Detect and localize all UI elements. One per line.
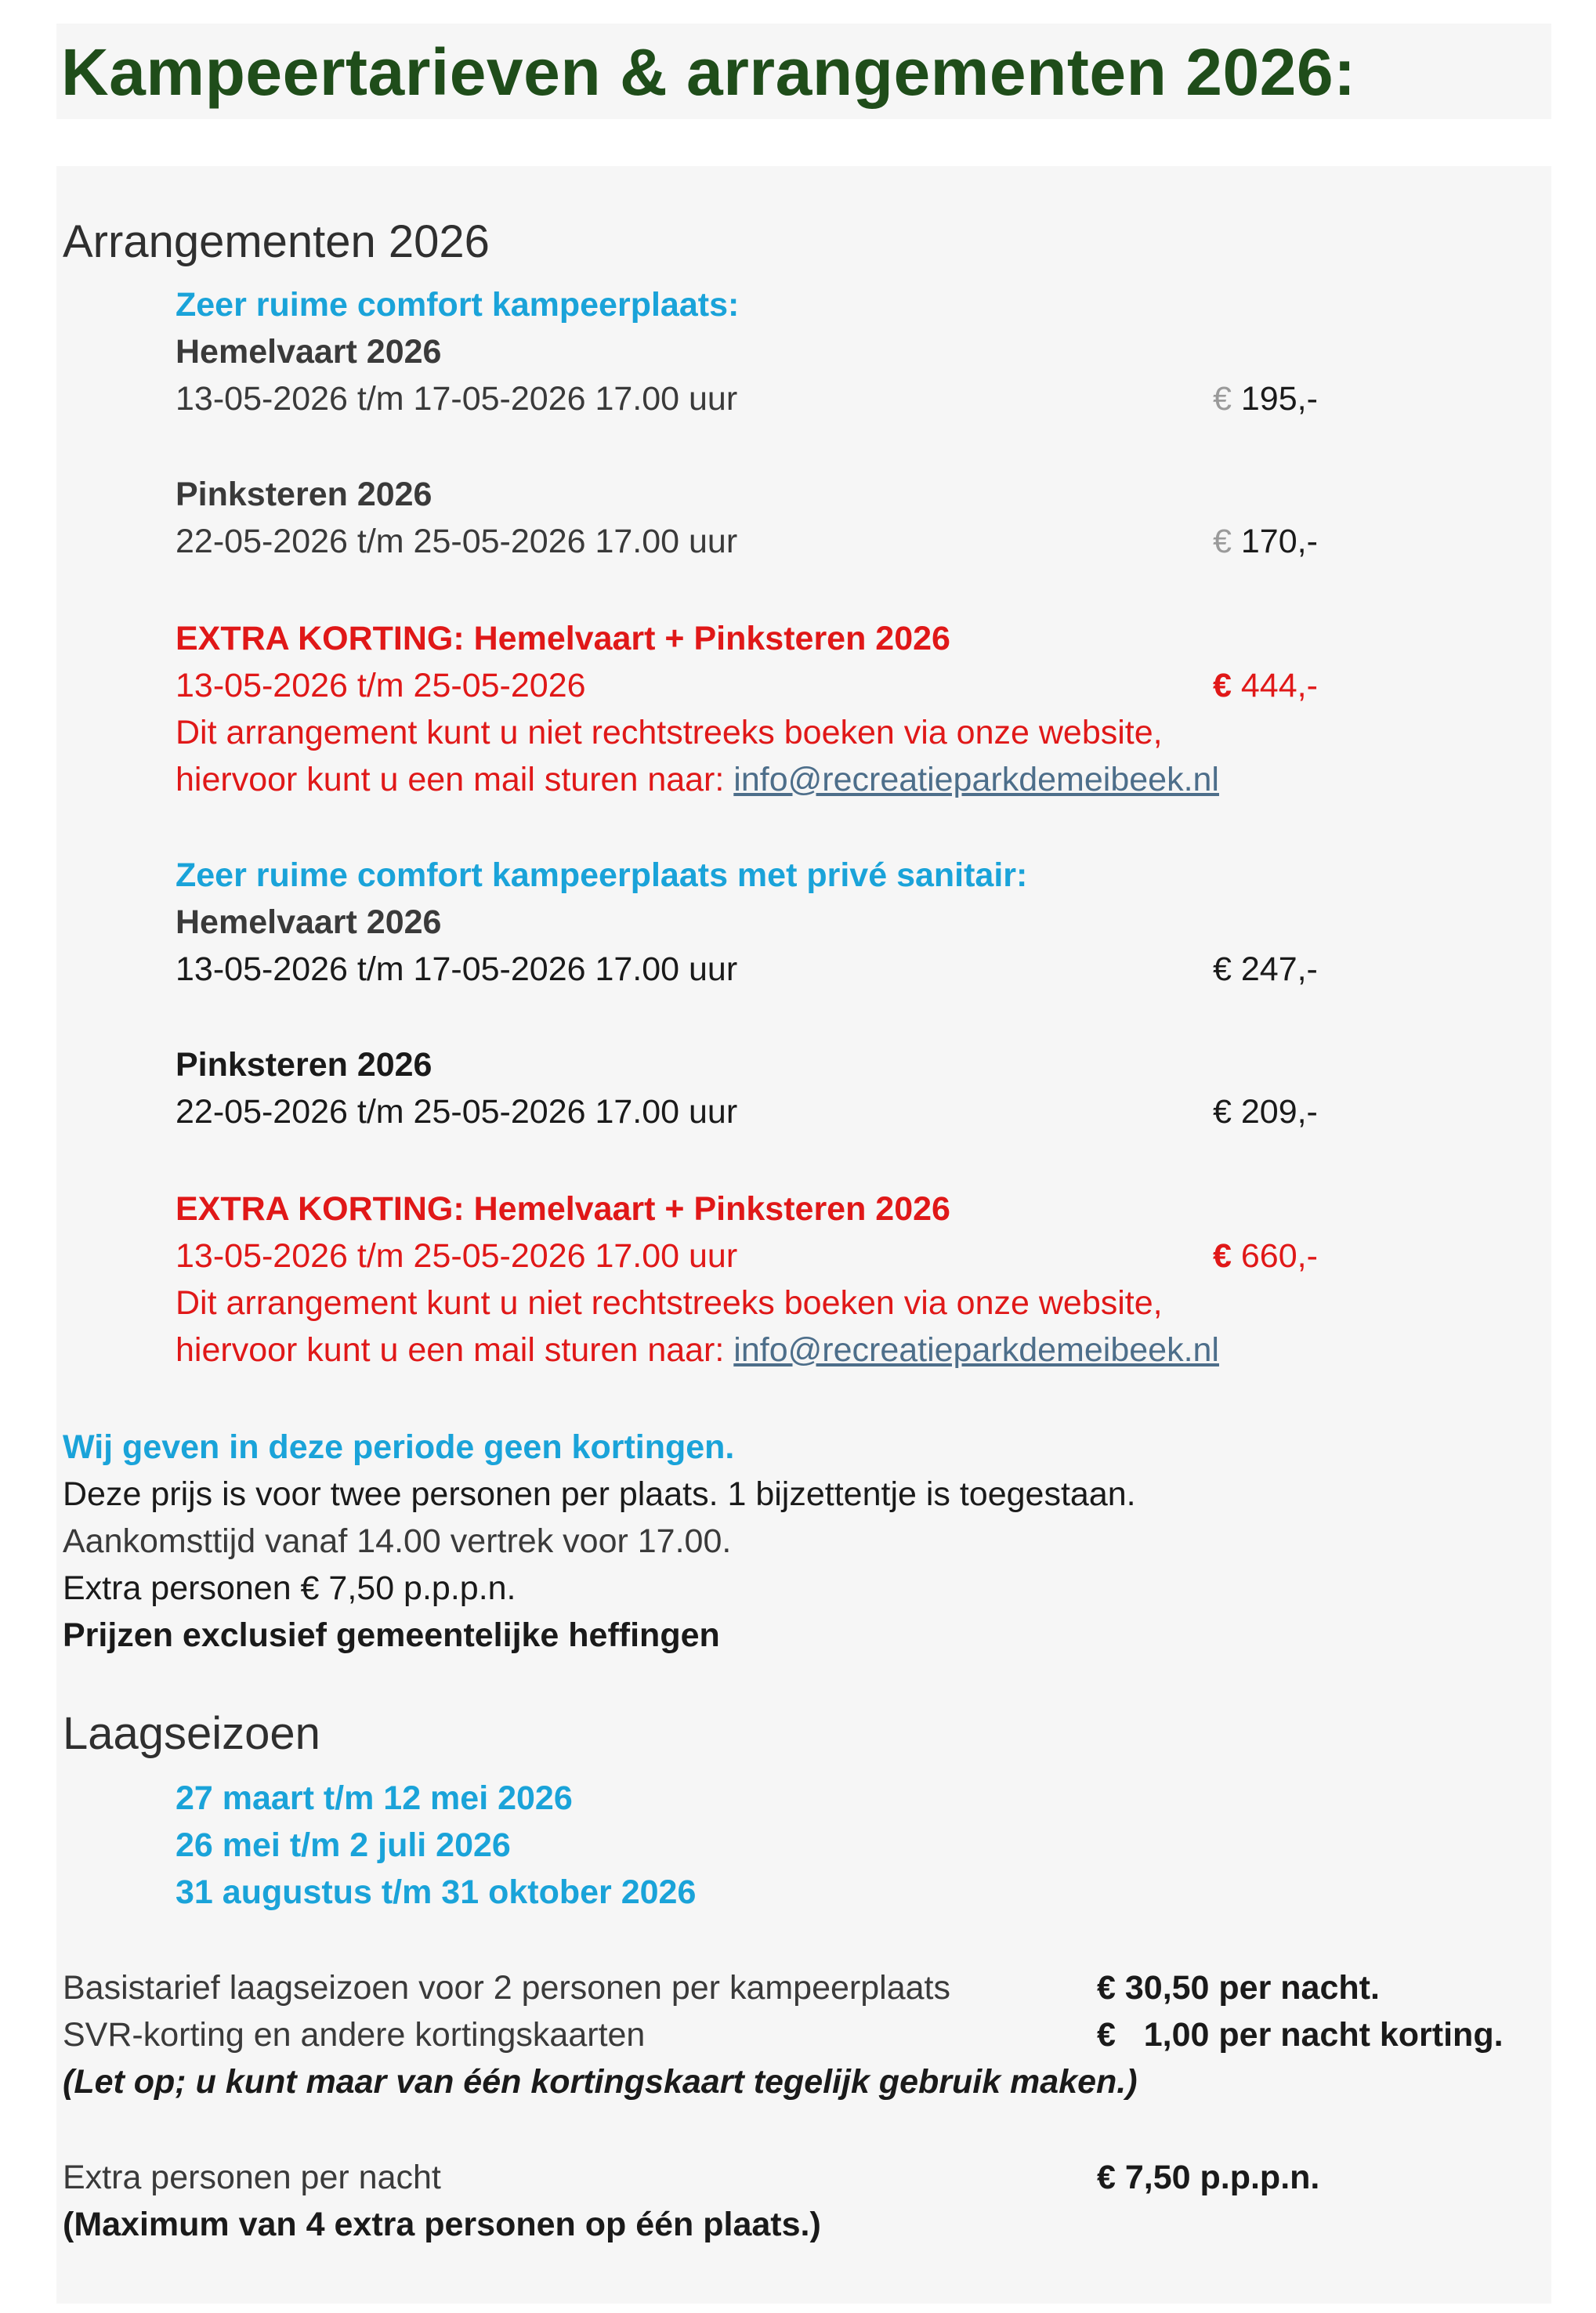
info-line-exclusive: Prijzen exclusief gemeentelijke heffingen <box>63 1616 720 1654</box>
comfort-hemelvaart-dates: 13-05-2026 t/m 17-05-2026 17.00 uur <box>176 380 738 418</box>
note-text: hiervoor kunt u een mail sturen naar: <box>176 761 725 798</box>
comfort-extra-price <box>1213 669 1318 703</box>
basis-tarief-label: Basistarief laagseizoen voor 2 personen per kampeerplaats <box>63 1969 950 2007</box>
price-value: 444,- <box>1240 667 1318 704</box>
prive-hemelvaart-dates: 13-05-2026 t/m 17-05-2026 17.00 uur <box>176 950 738 988</box>
comfort-extra-title: EXTRA KORTING: Hemelvaart + Pinksteren 2026 <box>176 620 950 657</box>
comfort-pinksteren-title: Pinksteren 2026 <box>176 476 432 513</box>
laagseizoen-period: 27 maart t/m 12 mei 2026 <box>176 1779 573 1817</box>
extra-personen-label: Extra personen per nacht <box>63 2159 441 2196</box>
prive-hemelvaart-title: Hemelvaart 2026 <box>176 903 442 941</box>
prive-pinksteren-dates: 22-05-2026 t/m 25-05-2026 17.00 uur <box>176 1093 738 1131</box>
info-line-persons: Deze prijs is voor twee personen per plaats. 1 bijzettentje is toegestaan. <box>63 1475 1136 1513</box>
price-value: 195,- <box>1240 380 1318 418</box>
laagseizoen-heading: Laagseizoen <box>63 1708 320 1759</box>
page-title: Kampeertarieven & arrangementen 2026: <box>61 35 1356 109</box>
prive-hemelvaart-price: € 247,- <box>1213 950 1318 988</box>
comfort-hemelvaart-price <box>1213 382 1318 416</box>
laagseizoen-period: 31 augustus t/m 31 oktober 2026 <box>176 1873 697 1911</box>
max-persons-note: (Maximum van 4 extra personen op één plaats.) <box>63 2206 821 2243</box>
comfort-pinksteren-price <box>1213 525 1318 559</box>
prive-extra-dates: 13-05-2026 t/m 25-05-2026 17.00 uur <box>176 1237 738 1275</box>
prive-note-line1: Dit arrangement kunt u niet rechtstreeks boeken via onze website, <box>176 1284 1163 1322</box>
info-line-arrival: Aankomsttijd vanaf 14.00 vertrek voor 17.00. <box>63 1522 732 1560</box>
comfort-note-line2 <box>176 763 1219 797</box>
let-op-note: (Let op; u kunt maar van één kortingskaart tegelijk gebruik maken.) <box>63 2063 1138 2101</box>
prive-note-line2 <box>176 1331 1219 1369</box>
laagseizoen-period: 26 mei t/m 2 juli 2026 <box>176 1826 511 1864</box>
comfort-extra-dates: 13-05-2026 t/m 25-05-2026 <box>176 667 586 704</box>
email-link[interactable]: info@recreatieparkdemeibeek.nl <box>733 761 1219 798</box>
extra-personen-price: € 7,50 p.p.p.n. <box>1097 2159 1320 2196</box>
euro-sign: € <box>1213 380 1232 418</box>
comfort-hemelvaart-title: Hemelvaart 2026 <box>176 333 442 371</box>
price-value: 170,- <box>1240 523 1318 560</box>
email-link[interactable]: info@recreatieparkdemeibeek.nl <box>733 1331 1219 1369</box>
basis-tarief-price: € 30,50 per nacht. <box>1097 1969 1380 2007</box>
note-text: hiervoor kunt u een mail sturen naar: <box>176 1331 725 1369</box>
comfort-note-line1: Dit arrangement kunt u niet rechtstreeks boeken via onze website, <box>176 714 1163 751</box>
comfort-pinksteren-dates: 22-05-2026 t/m 25-05-2026 17.00 uur <box>176 523 738 560</box>
euro-sign: € <box>1213 667 1232 704</box>
svr-korting-label: SVR-korting en andere kortingskaarten <box>63 2016 646 2054</box>
no-discount-note: Wij geven in deze periode geen kortingen. <box>63 1428 735 1466</box>
prive-pinksteren-price: € 209,- <box>1213 1093 1318 1131</box>
prive-heading: Zeer ruime comfort kampeerplaats met privé sanitair: <box>176 856 1028 894</box>
euro-sign: € <box>1213 1237 1232 1275</box>
svr-korting-price: € 1,00 per nacht korting. <box>1097 2016 1504 2054</box>
euro-sign: € <box>1213 523 1232 560</box>
comfort-heading: Zeer ruime comfort kampeerplaats: <box>176 286 740 324</box>
prive-extra-title: EXTRA KORTING: Hemelvaart + Pinksteren 2026 <box>176 1190 950 1228</box>
price-value: 660,- <box>1240 1237 1318 1275</box>
prive-extra-price <box>1213 1237 1318 1275</box>
arrangementen-heading: Arrangementen 2026 <box>63 216 490 267</box>
prive-pinksteren-title: Pinksteren 2026 <box>176 1046 432 1084</box>
info-line-extra-persons: Extra personen € 7,50 p.p.p.n. <box>63 1569 516 1607</box>
